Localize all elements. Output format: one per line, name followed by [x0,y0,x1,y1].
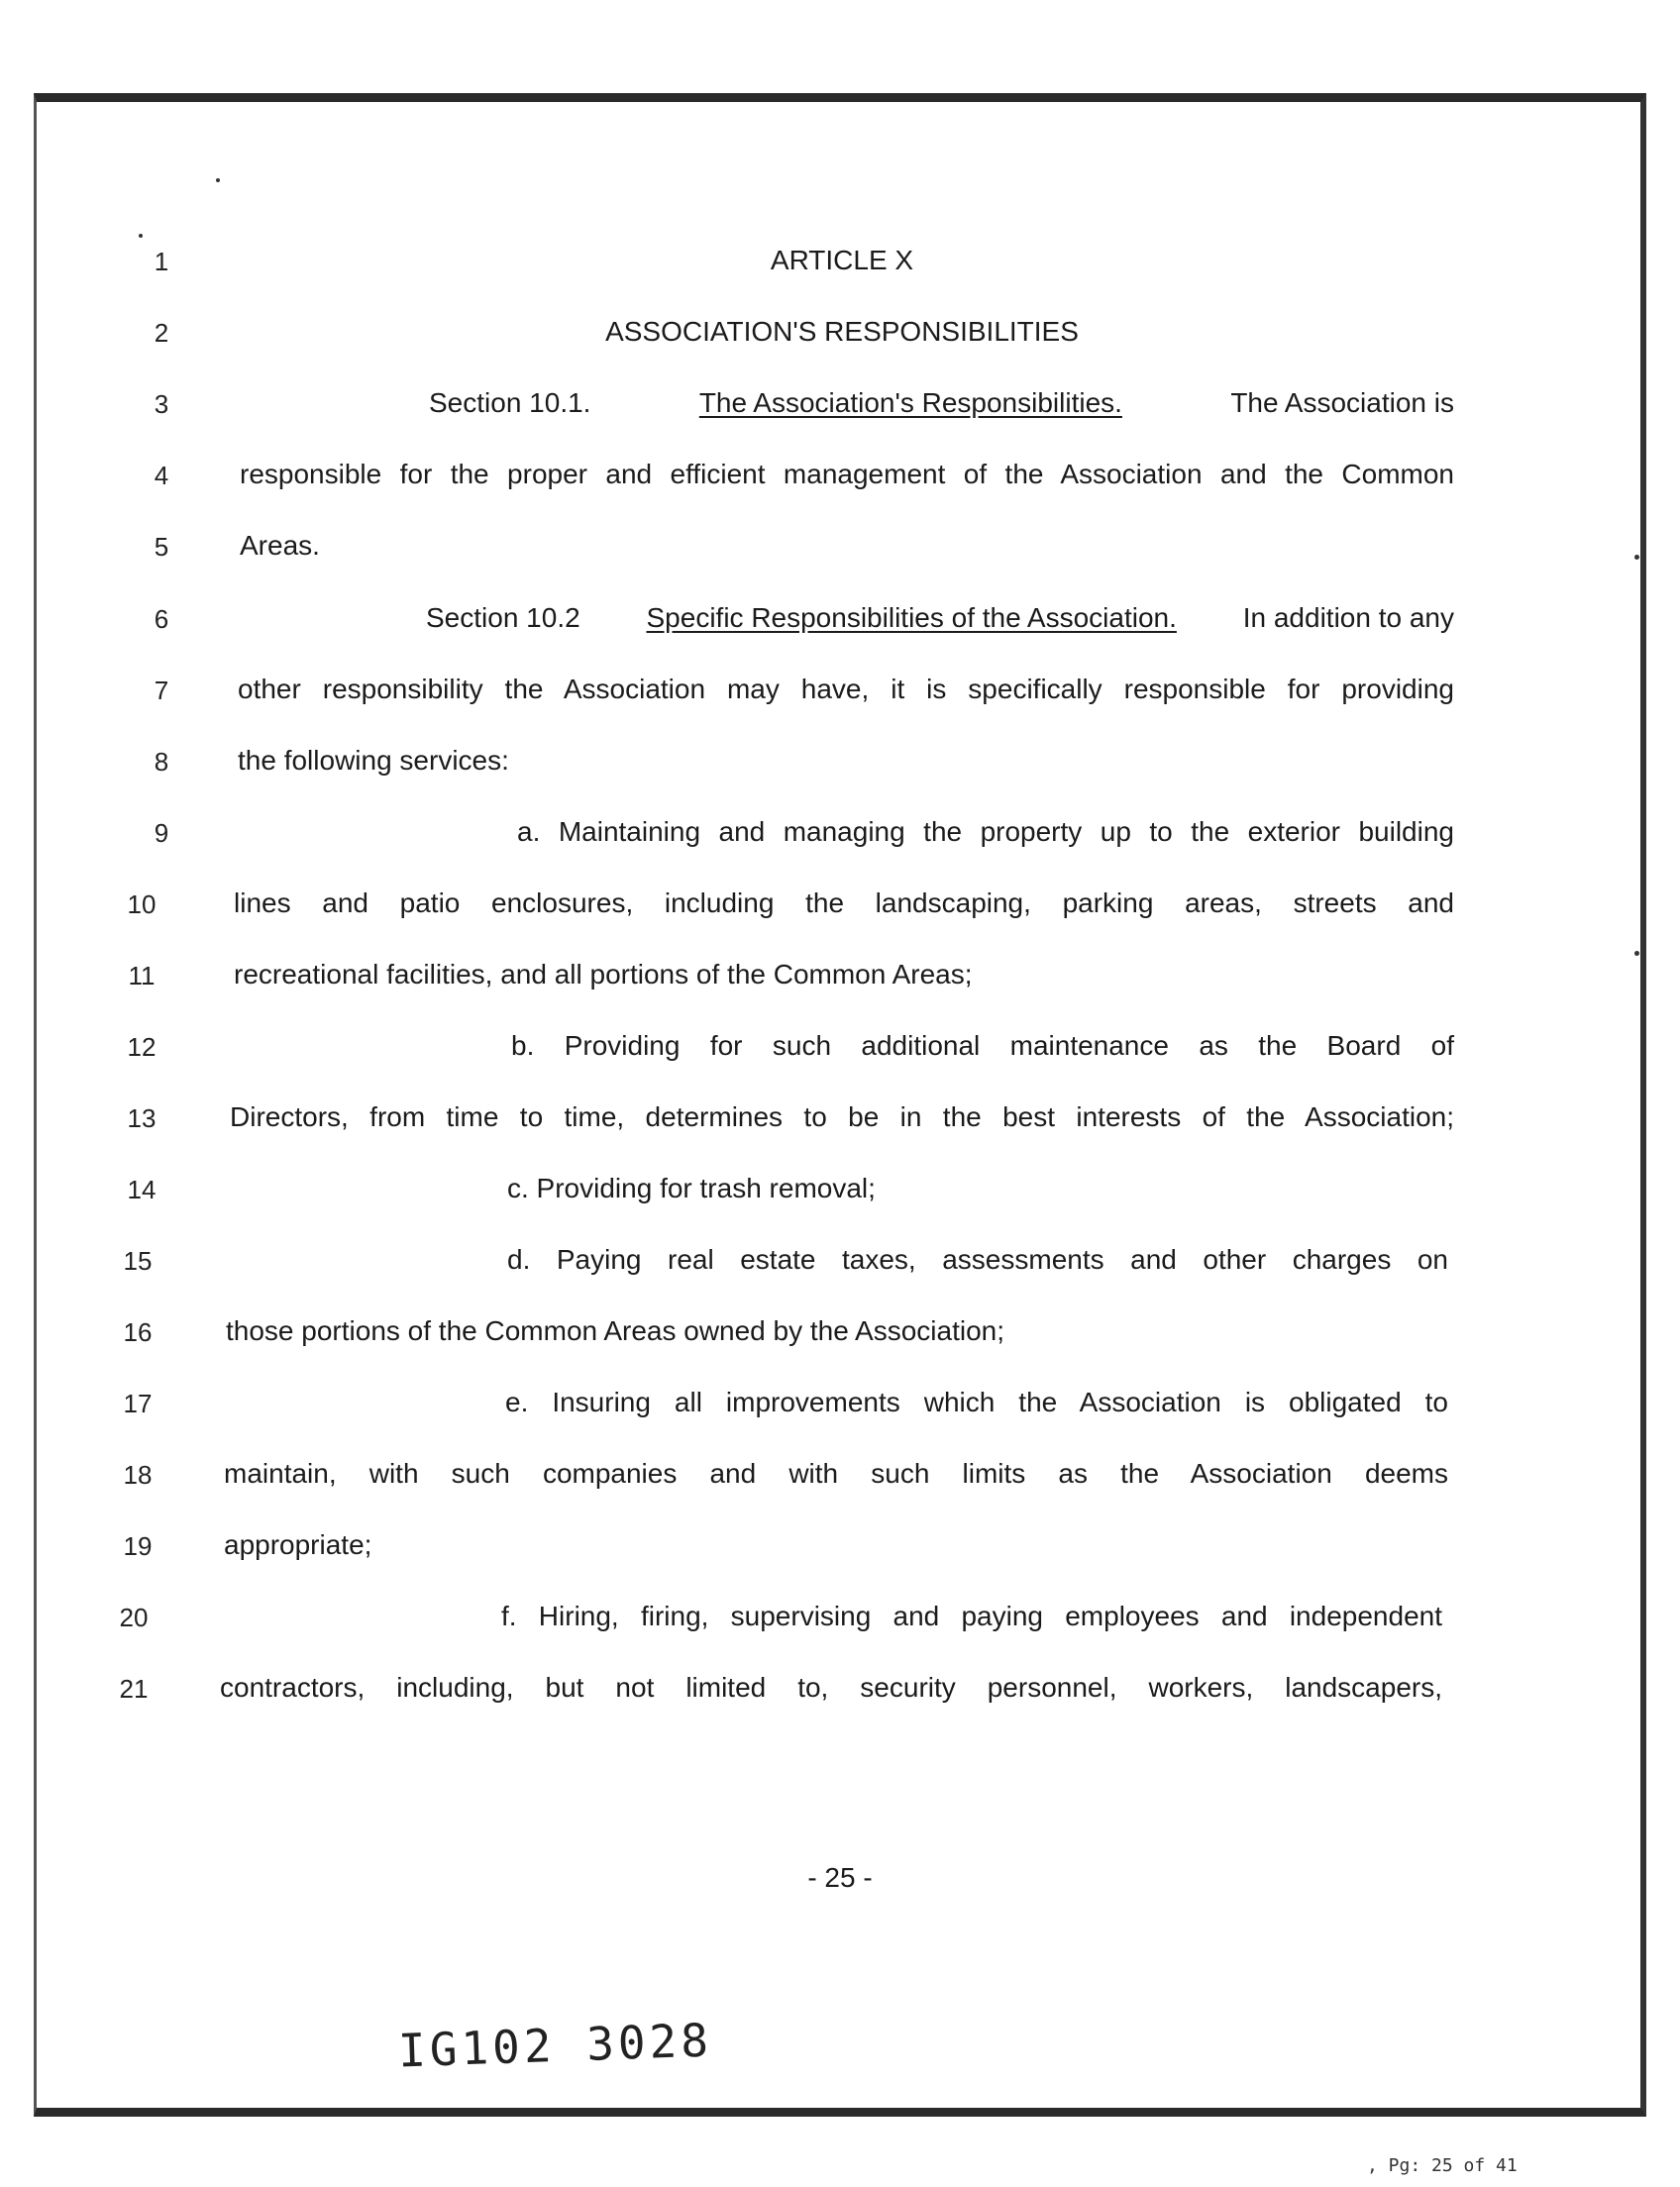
page-counter-footer: , Pg: 25 of 41 [1367,2155,1518,2176]
section-10-2-text: In addition to any [1242,602,1454,633]
list-item-e: e. Insuring all improvements which the Association is obligated to [505,1387,1448,1417]
scan-speck [1634,951,1639,956]
body-line: Directors, from time to time, determines to be in the best interests of the Association; [230,1101,1454,1132]
section-10-1-line [429,387,1454,419]
line-number: 4 [154,461,169,490]
section-10-2-number: Section 10.2 [426,602,580,633]
line-number: 2 [154,318,169,348]
line-number: 1 [154,247,169,276]
body-line: the following services: [238,745,509,776]
body-line: appropriate; [224,1529,372,1560]
section-10-2-line [426,602,1454,634]
body-line: Areas. [240,530,320,561]
line-number: 14 [127,1175,157,1204]
body-line: other responsibility the Association may have, it is specifically responsible for providing [238,674,1454,704]
line-number: 21 [119,1674,149,1704]
scan-speck [216,178,220,182]
section-10-2-heading: Specific Responsibilities of the Association. [646,602,1177,633]
line-number: 20 [119,1603,149,1632]
line-number: 16 [123,1317,153,1347]
article-heading: ARTICLE X [770,245,914,275]
section-10-1-number: Section 10.1. [429,387,591,418]
body-line: responsible for the proper and efficient management of the Association and the Common [240,459,1454,489]
page-number: - 25 - [807,1862,873,1893]
scan-speck [1634,555,1639,560]
body-line: recreational facilities, and all portions of the Common Areas; [234,959,973,989]
list-item-d: d. Paying real estate taxes, assessments and other charges on [507,1244,1448,1275]
line-number: 12 [127,1032,157,1062]
line-number: 10 [127,889,157,919]
body-line: those portions of the Common Areas owned by the Association; [226,1315,1005,1346]
line-number: 8 [154,747,169,777]
list-item-b: b. Providing for such additional maintenance as the Board of [511,1030,1454,1061]
section-10-1-heading: The Association's Responsibilities. [698,387,1122,418]
body-line: contractors, including, but not limited to, security personnel, workers, landscapers, [220,1672,1442,1703]
line-number: 19 [123,1531,153,1561]
line-number: 9 [154,818,169,848]
list-item-a: a. Maintaining and managing the property up to the exterior building [517,816,1454,847]
scan-speck [139,234,143,238]
line-number: 18 [123,1460,153,1490]
line-number: 17 [123,1389,153,1418]
line-number: 7 [154,676,169,705]
list-item-f: f. Hiring, firing, supervising and paying employees and independent [501,1601,1442,1631]
line-number: 5 [154,532,169,562]
list-item-c: c. Providing for trash removal; [507,1173,876,1203]
document-stamp: IG102 3028 [397,2013,713,2078]
section-10-1-text: The Association is [1230,387,1454,418]
line-number: 13 [127,1103,157,1133]
line-number: 11 [128,961,156,990]
body-line: lines and patio enclosures, including the landscaping, parking areas, streets and [234,887,1454,918]
line-number: 15 [123,1246,153,1276]
line-number: 6 [154,604,169,634]
body-line: maintain, with such companies and with such limits as the Association deems [224,1458,1448,1489]
article-title: ASSOCIATION'S RESPONSIBILITIES [605,316,1079,347]
line-number: 3 [154,389,169,419]
